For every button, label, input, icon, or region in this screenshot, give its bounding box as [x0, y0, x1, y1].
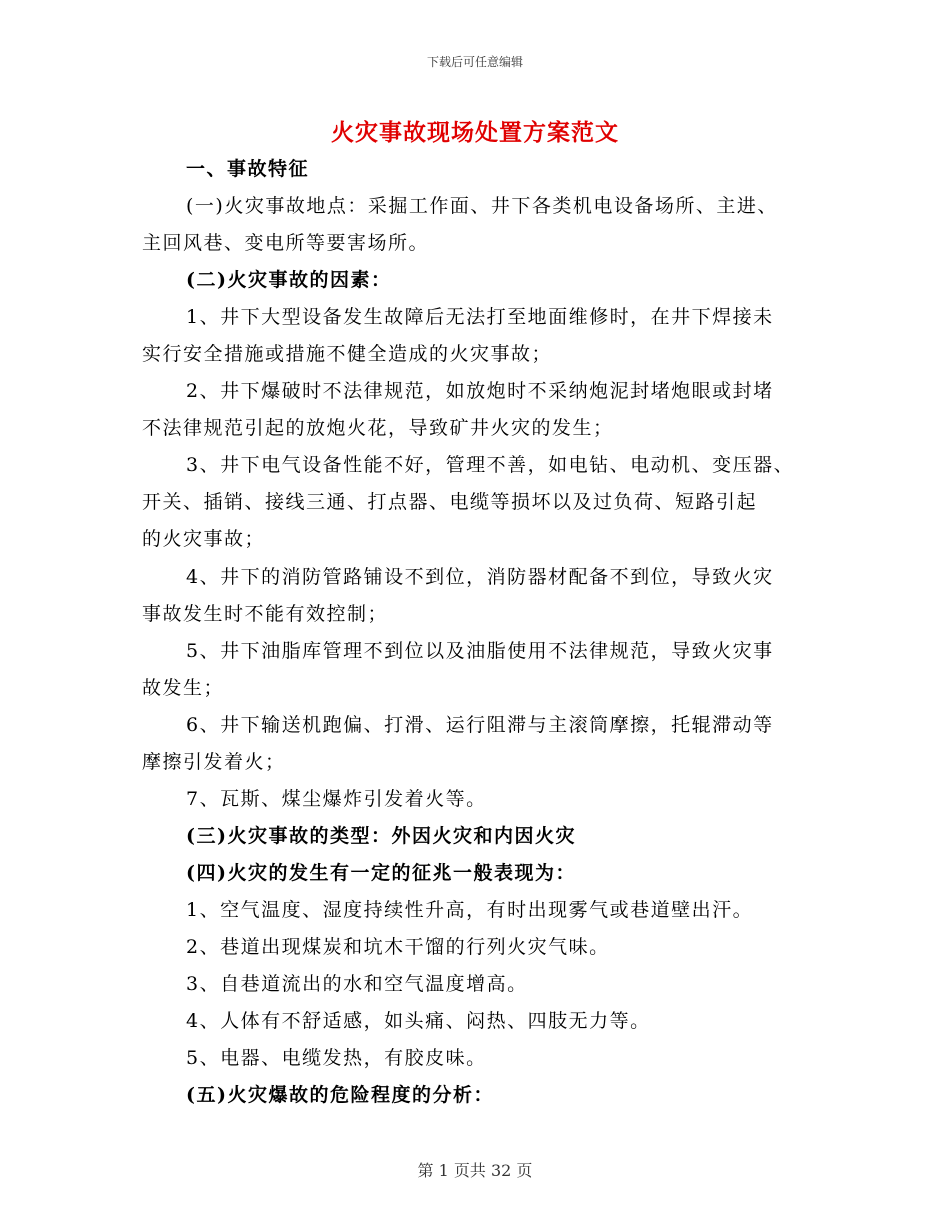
list-item-line: 5、电器、电缆发热，有胶皮味。 — [186, 1047, 487, 1069]
subsection-heading: (二)火灾事故的因素： — [186, 269, 392, 291]
subsection-heading: (四)火灾的发生有一定的征兆一般表现为： — [186, 862, 576, 884]
list-item-line: 7、瓦斯、煤尘爆炸引发着火等。 — [186, 788, 487, 810]
list-item-line: 2、巷道出现煤炭和坑木干馏的行列火灾气味。 — [186, 936, 610, 958]
subsection-heading: (三)火灾事故的类型：外因火灾和内因火灾 — [186, 825, 576, 847]
section-heading: 一、事故特征 — [186, 158, 310, 180]
page-header: 下载后可任意编辑 — [426, 55, 523, 69]
list-item-line: 不法律规范引起的放炮火花，导致矿井火灾的发生； — [142, 417, 614, 439]
list-item-line: 4、人体有不舒适感，如头痛、闷热、四肢无力等。 — [186, 1010, 651, 1032]
list-item-line: 5、井下油脂库管理不到位以及油脂使用不法律规范，导致火灾事 — [186, 640, 774, 662]
document-title: 火灾事故现场处置方案范文 — [331, 119, 619, 146]
list-item-line: 3、井下电气设备性能不好，管理不善，如电钻、电动机、变压器、 — [186, 454, 795, 476]
list-item-line: 6、井下输送机跑偏、打滑、运行阻滞与主滚筒摩擦，托辊滞动等 — [186, 714, 774, 736]
list-item-line: 4、井下的消防管路铺设不到位，消防器材配备不到位，导致火灾 — [186, 566, 774, 588]
paragraph-line: 主回风巷、变电所等要害场所。 — [142, 232, 430, 254]
list-item-line: 的火灾事故； — [142, 528, 266, 550]
page-footer: 第 1 页共 32 页 — [417, 1161, 533, 1180]
list-item-line: 开关、插销、接线三通、打点器、电缆等损坏以及过负荷、短路引起 — [142, 491, 758, 513]
list-item-line: 2、井下爆破时不法律规范，如放炮时不采纳炮泥封堵炮眼或封堵 — [186, 380, 774, 402]
list-item-line: 事故发生时不能有效控制； — [142, 603, 389, 625]
subsection-heading: (五)火灾爆故的危险程度的分析： — [186, 1084, 494, 1106]
paragraph-line: (一)火灾事故地点：采掘工作面、井下各类机电设备场所、主进、 — [186, 195, 778, 217]
list-item-line: 摩擦引发着火； — [142, 751, 286, 773]
list-item-line: 故发生； — [142, 677, 225, 699]
list-item-line: 1、井下大型设备发生故障后无法打至地面维修时，在井下焊接未 — [186, 306, 774, 328]
list-item-line: 实行安全措施或措施不健全造成的火灾事故； — [142, 343, 553, 365]
list-item-line: 1、空气温度、湿度持续性升高，有时出现雾气或巷道壁出汗。 — [186, 899, 754, 921]
list-item-line: 3、自巷道流出的水和空气温度增高。 — [186, 973, 528, 995]
